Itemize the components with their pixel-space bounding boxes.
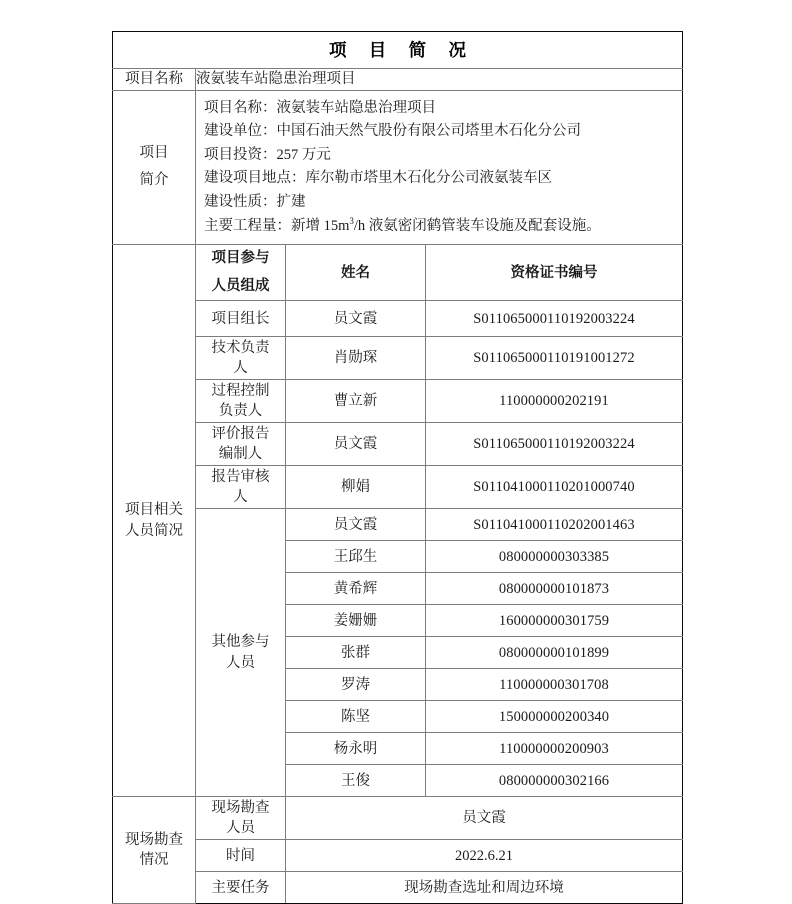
- certificate-number: S011041000110202001463: [426, 509, 683, 541]
- certificate-number: 160000000301759: [426, 605, 683, 637]
- column-header-name: 姓名: [286, 245, 426, 301]
- title-row: [113, 32, 683, 69]
- person-name: 张群: [286, 637, 426, 669]
- personnel-section-label-line1: 项目相关: [125, 502, 183, 519]
- site-survey-personnel-row: [113, 797, 683, 840]
- certificate-number: 150000000200340: [426, 701, 683, 733]
- person-name: 员文霞: [286, 509, 426, 541]
- personnel-header-row: [113, 245, 683, 301]
- column-header-role-line2: 人员组成: [211, 277, 270, 294]
- other-participants-label-line1: 其他参与: [211, 634, 270, 651]
- project-brief-text-block: [196, 91, 682, 245]
- project-summary-table-wrapper: [112, 31, 682, 904]
- certificate-number: S011065000110192003224: [426, 423, 683, 466]
- role-label: [196, 380, 286, 423]
- role-label-line1: 评价报告: [211, 425, 270, 442]
- certificate-number: S011065000110191001272: [426, 337, 683, 380]
- personnel-section-label: [113, 245, 196, 797]
- page-title: 项 目 简 况: [328, 39, 476, 60]
- role-label-line2: 负责人: [218, 403, 263, 420]
- site-survey-task-value: 现场勘查选址和周边环境: [286, 872, 683, 904]
- brief-works-superscript: 3: [349, 215, 354, 226]
- certificate-number: 080000000303385: [426, 541, 683, 573]
- project-name-value: 液氨装车站隐患治理项目: [196, 69, 683, 91]
- role-label-line2: 人: [233, 489, 248, 506]
- site-survey-time-label: 时间: [196, 840, 286, 872]
- brief-line: 建设单位：中国石油天然气股份有限公司塔里木石化分公司: [204, 123, 581, 140]
- project-brief-label: [113, 90, 196, 245]
- column-header-role-line1: 项目参与: [211, 250, 270, 267]
- role-label-line1: 技术负责: [211, 339, 270, 356]
- certificate-number: S011065000110192003224: [426, 301, 683, 337]
- role-label-line2: 编制人: [218, 446, 263, 463]
- site-survey-time-row: [113, 840, 683, 872]
- table-row: [113, 301, 683, 337]
- brief-line: 项目名称：液氨装车站隐患治理项目: [204, 99, 436, 116]
- role-label-line2: 人: [233, 360, 248, 377]
- role-label: [196, 423, 286, 466]
- site-survey-task-label: 主要任务: [196, 872, 286, 904]
- site-survey-personnel-label-line2: 人员: [226, 820, 255, 837]
- personnel-section-label-line2: 人员简况: [125, 522, 183, 539]
- person-name: 姜姗姗: [286, 605, 426, 637]
- table-row: [113, 423, 683, 466]
- certificate-number: 110000000202191: [426, 380, 683, 423]
- person-name: 员文霞: [286, 423, 426, 466]
- person-name: 王邱生: [286, 541, 426, 573]
- site-survey-section-label-line2: 情况: [139, 852, 169, 869]
- project-name-label: 项目名称: [113, 69, 196, 91]
- certificate-number: S011041000110201000740: [426, 466, 683, 509]
- table-row: [113, 509, 683, 541]
- site-survey-time-value: 2022.6.21: [286, 840, 683, 872]
- project-summary-table: [112, 31, 683, 904]
- brief-line-main-works: [204, 215, 682, 239]
- brief-works-pre: 主要工程量：新增 15m: [204, 217, 350, 234]
- person-name: 陈坚: [286, 701, 426, 733]
- project-brief-label-line1: 项目: [139, 144, 169, 161]
- site-survey-personnel-value: 员文霞: [286, 797, 683, 840]
- role-label-line1: 报告审核: [211, 468, 270, 485]
- project-brief-label-stack: [113, 140, 195, 195]
- table-row: [113, 466, 683, 509]
- site-survey-section-label: [113, 797, 196, 904]
- role-label: 项目组长: [196, 301, 286, 337]
- project-name-row: [113, 69, 683, 91]
- certificate-number: 080000000101873: [426, 573, 683, 605]
- person-name: 杨永明: [286, 733, 426, 765]
- person-name: 柳娟: [286, 466, 426, 509]
- site-survey-section-label-line1: 现场勘查: [125, 831, 183, 848]
- person-name: 黄希辉: [286, 573, 426, 605]
- certificate-number: 080000000302166: [426, 765, 683, 797]
- site-survey-personnel-label-line1: 现场勘查: [211, 799, 270, 816]
- column-header-cert: 资格证书编号: [426, 245, 683, 301]
- brief-line: 建设性质：扩建: [204, 194, 306, 211]
- role-label: [196, 466, 286, 509]
- table-body: [113, 32, 683, 904]
- brief-works-post: /h 液氨密闭鹤管装车设施及配套设施。: [353, 217, 601, 234]
- project-brief-row: [113, 90, 683, 245]
- person-name: 员文霞: [286, 301, 426, 337]
- brief-line: 项目投资：257 万元: [204, 146, 331, 163]
- person-name: 肖勋琛: [286, 337, 426, 380]
- brief-line: 建设项目地点：库尔勒市塔里木石化分公司液氨装车区: [204, 170, 552, 187]
- role-label-line1: 过程控制: [211, 382, 270, 399]
- other-participants-label: [196, 509, 286, 797]
- site-survey-personnel-label: [196, 797, 286, 840]
- certificate-number: 110000000200903: [426, 733, 683, 765]
- certificate-number: 110000000301708: [426, 669, 683, 701]
- role-label: [196, 337, 286, 380]
- document-title-cell: [113, 32, 683, 69]
- person-name: 曹立新: [286, 380, 426, 423]
- column-header-role: [196, 245, 286, 301]
- project-brief-label-line2: 简介: [139, 172, 169, 189]
- certificate-number: 080000000101899: [426, 637, 683, 669]
- other-participants-label-line2: 人员: [226, 654, 255, 671]
- person-name: 罗涛: [286, 669, 426, 701]
- table-row: [113, 337, 683, 380]
- site-survey-task-row: [113, 872, 683, 904]
- project-brief-value: [196, 90, 683, 245]
- table-row: [113, 380, 683, 423]
- person-name: 王俊: [286, 765, 426, 797]
